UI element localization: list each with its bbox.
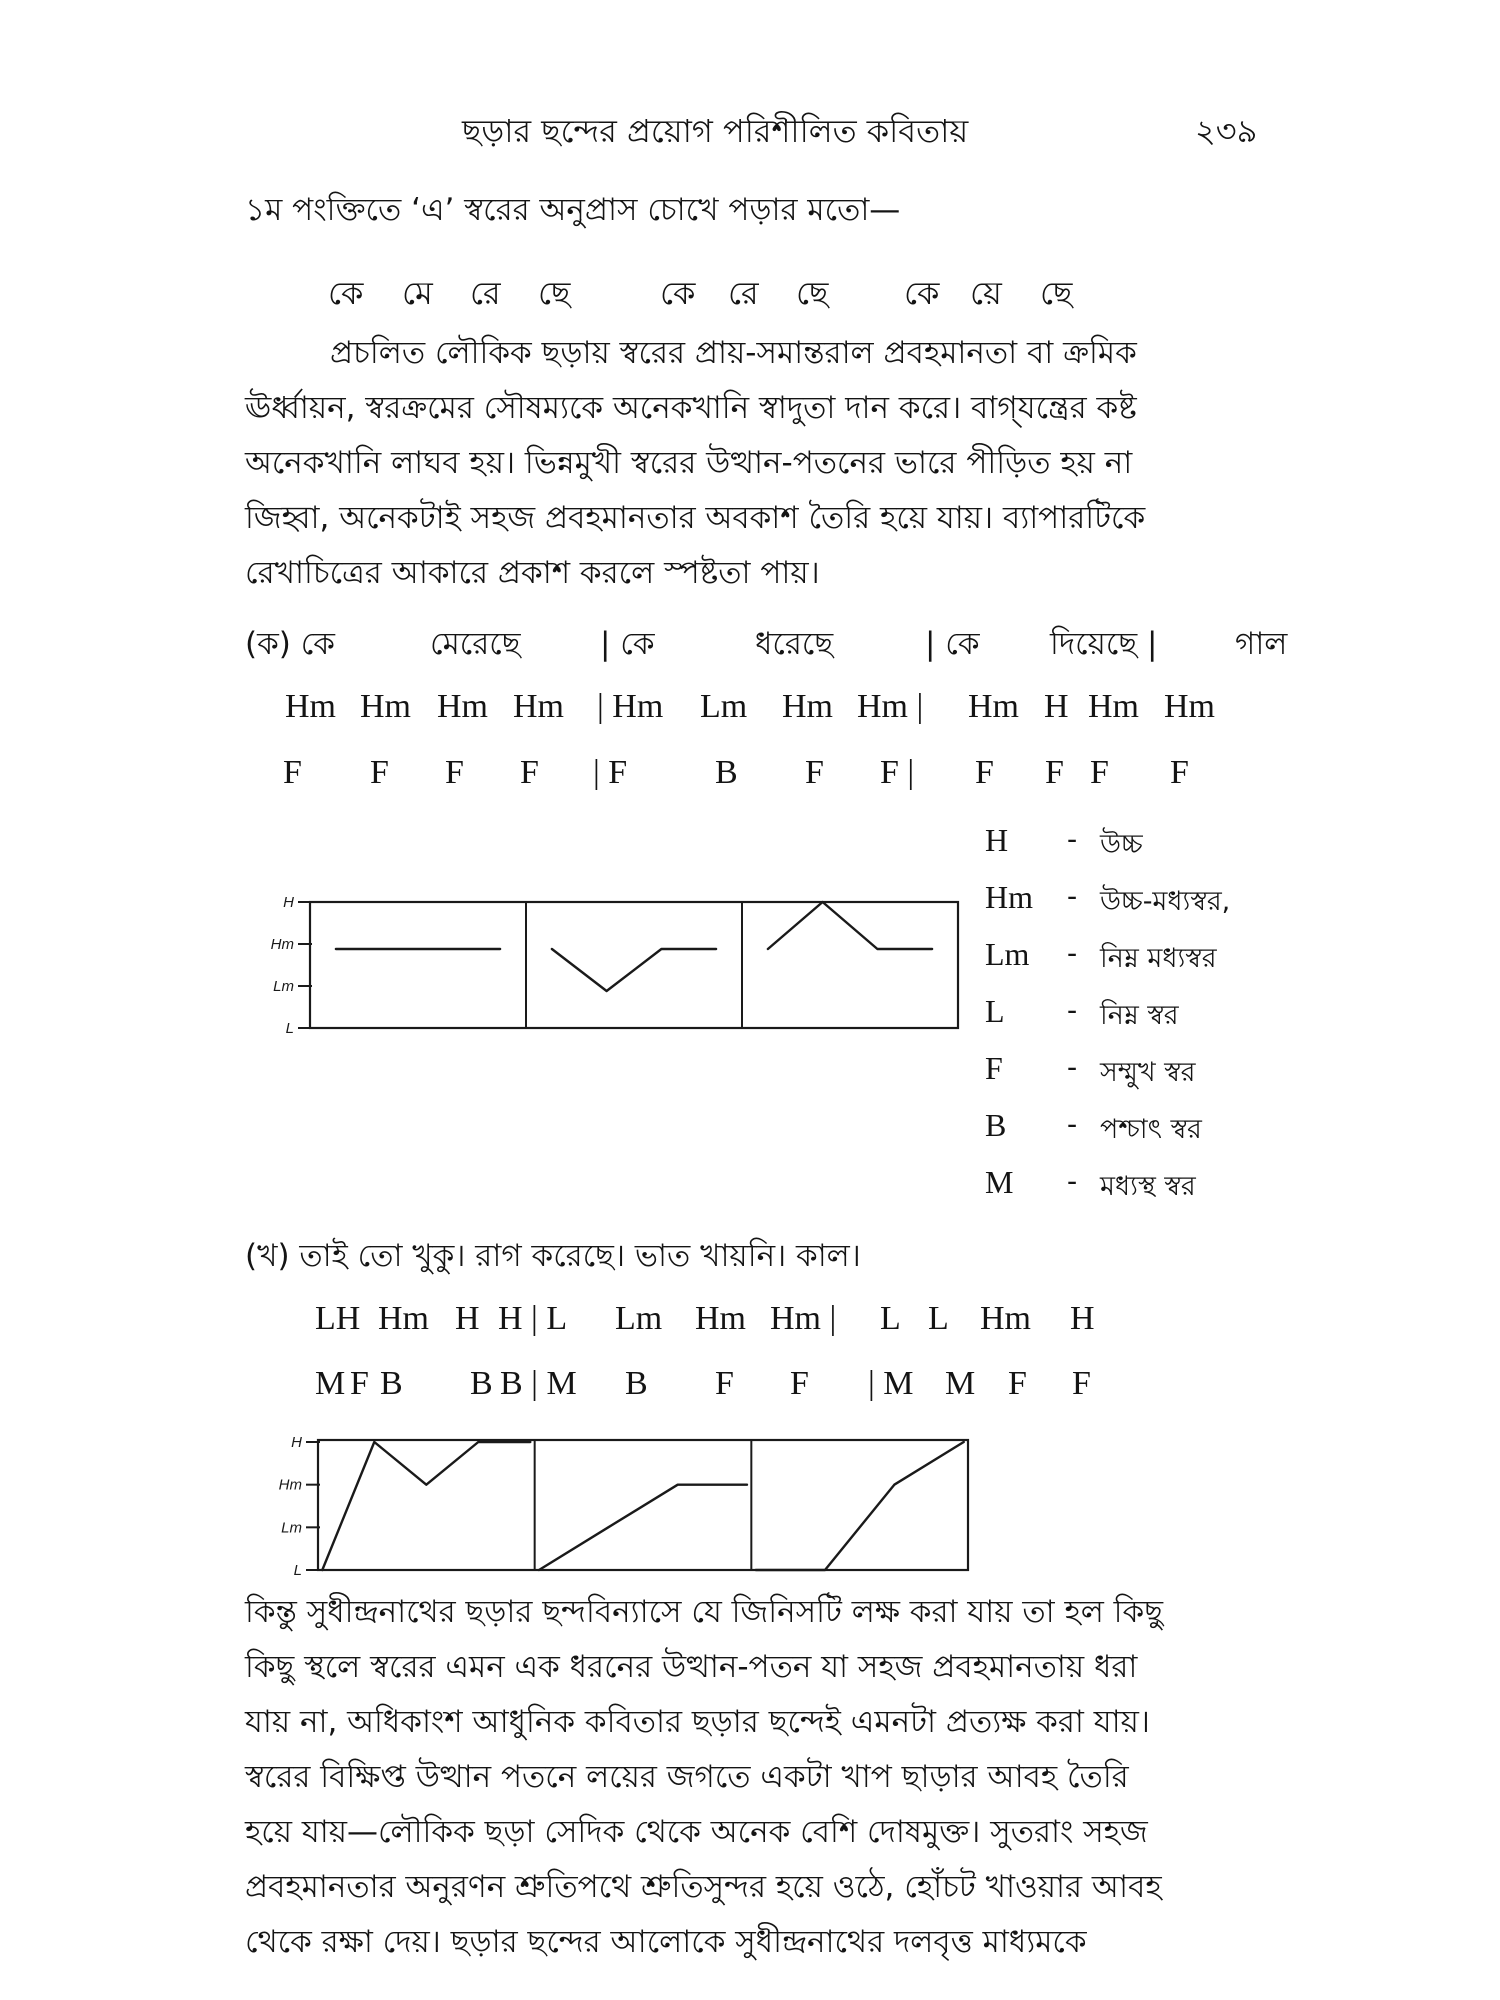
vowel-mark: রে [470,274,501,312]
pitch-token: Hm [378,1300,429,1337]
position-token: M [315,1365,346,1402]
position-token: B [470,1365,493,1402]
vowel-mark: রে [728,274,759,312]
contour-line [768,902,932,949]
vowel-mark: ছে [796,274,829,312]
paragraph-2 [245,1585,1280,1970]
legend-item: B - পশ্চাৎ স্বর [985,1107,1202,1145]
contour-line [552,949,716,991]
y-tick-label: H [291,1434,302,1451]
pitch-token: H [1044,688,1069,725]
pitch-token: Hm [360,688,411,725]
example-kha-pitch [0,1300,1500,1344]
contour-line [539,1485,747,1570]
position-token: F [350,1365,369,1402]
pitch-token: Hm [695,1300,746,1337]
legend-item: M - মধ্যস্থ স্বর [985,1164,1196,1202]
position-token: B [625,1365,648,1402]
example-ka-label: (ক) কে [245,626,335,662]
word: দিয়েছে | [1050,626,1158,662]
contour-line [756,1442,964,1570]
pitch-token: Hm [513,688,564,725]
position-token: F [520,754,539,791]
pitch-token: Hm [782,688,833,725]
position-token: | F [593,754,628,791]
page-number: ২৩৯ [1195,112,1258,150]
position-token: F [1008,1365,1027,1402]
legend-item: Lm - নিম্ন মধ্যস্বর [985,936,1217,974]
pitch-token: Lm [615,1300,663,1337]
pitch-token: L [928,1300,949,1337]
word: গাল [1235,626,1288,662]
pitch-token: H | L [498,1300,568,1337]
pitch-token: Lm [700,688,748,725]
y-tick-label: Hm [270,936,294,953]
text-line: প্রচলিত লৌকিক ছড়ায় স্বরের প্রায়-সমান্তরাল প্রবহমানতা বা ক্রমিক [330,335,1137,371]
pitch-token: L [880,1300,901,1337]
position-token: M [945,1365,976,1402]
y-tick-label: H [283,894,294,911]
legend-item: L - নিম্ন স্বর [985,993,1179,1031]
word: | কে [925,626,980,662]
example-ka-words [0,620,1500,664]
paragraph-1 [245,326,1280,601]
word: ধরেছে [755,626,834,662]
text-line: প্রবহমানতার অনুরণন শ্রুতিপথে শ্রুতিসুন্দর হয়ে ওঠে, হোঁচট খাওয়ার আবহ [245,1869,1162,1905]
y-tick-label: Lm [281,1519,302,1537]
position-token: F | [880,754,915,791]
pitch-token: Hm [980,1300,1031,1337]
pitch-token: Hm [1088,688,1139,725]
pitch-token: Hm | [857,688,924,725]
position-token: F [975,754,994,791]
pitch-token: | Hm [597,688,664,725]
y-tick-label: Lm [273,978,294,995]
vowel-mark: ছে [1040,274,1073,312]
text-line: কিছু স্থলে স্বরের এমন এক ধরনের উত্থান-পতন যা সহজ প্রবহমানতায় ধরা [245,1649,1138,1685]
vowel-mark: য়ে [970,274,1002,312]
text-line: অনেকখানি লাঘব হয়। ভিন্নমুখী স্বরের উত্থান-পতনের ভারে পীড়িত হয় না [245,445,1133,481]
vowel-mark: কে [328,274,364,312]
text-line: যায় না, অধিকাংশ আধুনিক কবিতার ছড়ার ছন্দেই এমনটা প্রত্যক্ষ করা যায়। [245,1704,1150,1740]
position-token: F [445,754,464,791]
vowel-mark: ছে [538,274,571,312]
position-token: B [715,754,738,791]
position-token: F [1045,754,1064,791]
pitch-token: Hm [437,688,488,725]
example-ka-pitch [0,688,1500,732]
text-line: হয়ে যায়—লৌকিক ছড়া সেদিক থেকে অনেক বেশি দোষমুক্ত। সুতরাং সহজ [245,1814,1148,1850]
position-token: F [1090,754,1109,791]
pitch-contour-chart-kha [240,1428,980,1578]
word: | কে [600,626,655,662]
text-line: ঊর্ধ্বায়ন, স্বরক্রমের সৌষম্যকে অনেকখানি স্বাদুতা দান করে। বাগ্‌যন্ত্রের কষ্ট [245,390,1137,426]
vowel-mark: কে [904,274,940,312]
text-line: কিন্তু সুধীন্দ্রনাথের ছড়ার ছন্দবিন্যাসে যে জিনিসটি লক্ষ করা যায় তা হল কিছু [245,1594,1164,1630]
vowel-mark: কে [660,274,696,312]
pitch-token: LH [315,1300,361,1337]
legend-item: Hm - উচ্চ-মধ্যস্বর, [985,879,1231,917]
position-token: F [283,754,302,791]
legend-item: H - উচ্চ [985,822,1143,860]
position-token: F [370,754,389,791]
text-line: স্বরের বিক্ষিপ্ত উত্থান পতনে লয়ের জগতে একটা খাপ ছাড়ার আবহ তৈরি [245,1759,1129,1795]
word: মেরেছে [430,626,521,662]
y-tick-label: L [293,1562,302,1578]
pitch-token: Hm [285,688,336,725]
position-token: F [1170,754,1189,791]
position-token: B [380,1365,403,1402]
position-token: F [715,1365,734,1402]
example-ka-position [0,754,1500,798]
y-tick-label: L [285,1020,294,1037]
legend-item: F - সম্মুখ স্বর [985,1050,1196,1088]
pitch-token: Hm | [770,1300,837,1337]
running-header-title: ছড়ার ছন্দের প্রয়োগ পরিশীলিত কবিতায় [462,112,969,150]
pitch-token: Hm [1164,688,1215,725]
chart-frame [310,902,958,1028]
position-token: F [805,754,824,791]
text-line: জিহ্বা, অনেকটাই সহজ প্রবহমানতার অবকাশ তৈরি হয়ে যায়। ব্যাপারটিকে [245,500,1146,536]
position-token: F [1072,1365,1091,1402]
position-token: | M [868,1365,914,1402]
pitch-token: H [1070,1300,1095,1337]
contour-line [322,1442,530,1570]
intro-line: ১ম পংক্তিতে ‘এ’ স্বরের অনুপ্রাস চোখে পড়ার মতো— [245,192,901,228]
vowel-mark: মে [402,274,433,312]
position-token: B | M [500,1365,577,1402]
y-tick-label: Hm [278,1476,302,1494]
vowel-marks-row [0,268,1500,312]
text-line: থেকে রক্ষা দেয়। ছড়ার ছন্দের আলোকে সুধীন্দ্রনাথের দলবৃত্ত মাধ্যমকে [245,1924,1087,1960]
text-line: রেখাচিত্রের আকারে প্রকাশ করলে স্পষ্টতা পায়। [245,555,820,591]
pitch-token: H [455,1300,480,1337]
legend [985,822,1305,1221]
pitch-contour-chart-ka [240,880,970,1040]
example-kha-position [0,1365,1500,1409]
example-kha-line: (খ) তাই তো খুকু। রাগ করেছে। ভাত খায়নি। কাল। [245,1238,861,1274]
pitch-token: Hm [968,688,1019,725]
position-token: F [790,1365,809,1402]
